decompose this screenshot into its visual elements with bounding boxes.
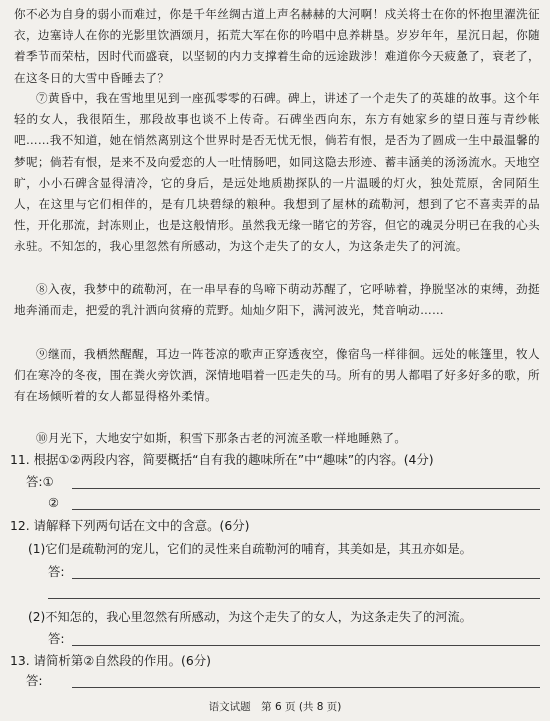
- answer-11-2-row: [26, 492, 540, 512]
- answer-13-row: [26, 670, 540, 690]
- answer-12-2-label: 答:: [48, 631, 65, 646]
- answer-11-2-line[interactable]: [72, 509, 540, 510]
- answer-11-1-row: [26, 471, 540, 491]
- passage-paragraph-7: ⑦黄昏中，我在雪地里见到一座孤零零的石碑。碑上，讲述了一个走失了的英雄的故事。这个年轻的女人，我很陌生，那段故事也谈不上传奇。石碑坐西向东，东方有她家乡的望日莲与青纱帐吧……我不知道，她在悄然离别这个世界时是否无忧无恨，倘若有恨，是否为了圆成一生中最温馨的梦呢；倘若有恨，是来不及向爱恋的人一吐情肠吧，如同这隐去形迹、蓄丰涵美的汤汤流水。天地空旷，小小石碑含显得清冷，它的身后，是远处地质勘探队的一片温暖的灯火，独处荒原，舍同陌生人，在这里与它们相伴的，是有几块碧绿的粮种。我想到了屋林的疏勒河，想到了它不喜卖弄的品性，开化那流，封冻则止，也是这般情形。虽然我无缘一睹它的芳容，但它的魂灵分明已在我的心头永驻。不知怎的，我心里忽然有所感动，为这个走失了的女人，为这条走失了的河流。: [14, 91, 540, 254]
- question-12-2: (2)不知怎的，我心里忽然有所感动，为这个走失了的女人，为这条走失了的河流。: [28, 610, 472, 624]
- passage-paragraph-9: ⑨继而，我栖然醒醒，耳边一阵苍凉的歌声正穿透夜空，像宿鸟一样徘徊。远处的帐篷里，牧人们在寒冷的冬夜，围在粪火旁饮酒，深情地唱着一匹走失的马。所有的男人都唱了好多好多的歌，所有在场倾听着的女人都显得格外柔情。: [14, 347, 540, 404]
- answer-11-2-label: ②: [48, 495, 60, 510]
- passage-paragraph-intro: 你不必为自身的弱小而难过，你是千年丝绸古道上声名赫赫的大河啊！戍关将士在你的怀抱里濯洗征衣，边塞诗人在你的光影里饮酒颂月，拓荒大军在你的吟唱中息养耕垦。岁岁年年，星沉日起，你随着季节而荣枯，因时代而盛衰，以坚韧的内力支撑着生命的远途跋涉！难道你今天疲惫了，衰老了，在这冬日的大雪中昏睡去了？: [14, 7, 540, 85]
- passage-paragraph-10: ⑩月光下，大地安宁如斯，积雪下那条古老的河流圣歌一样地睡熟了。: [36, 431, 407, 445]
- question-12: 12. 请解释下列两句话在文中的含意。(6分): [10, 518, 250, 533]
- answer-12-1-row: [26, 561, 540, 581]
- question-12-1: (1)它们是疏勒河的宠儿，它们的灵性来自疏勒河的哺育，其美如是，其丑亦如是。: [28, 542, 472, 556]
- answer-12-2-line[interactable]: [72, 645, 540, 646]
- answer-13-line[interactable]: [72, 687, 540, 688]
- answer-12-1-line[interactable]: [72, 578, 540, 579]
- answer-11-1-line[interactable]: [72, 488, 540, 489]
- answer-13-label: 答:: [26, 673, 43, 688]
- page-footer: 语文试题 第 6 页 (共 8 页): [208, 701, 342, 713]
- answer-11-1-label: 答:①: [26, 474, 54, 489]
- answer-12-1-label: 答:: [48, 564, 65, 579]
- answer-12-1-line-2[interactable]: [48, 598, 540, 599]
- answer-12-2-row: [26, 628, 540, 648]
- question-13: 13. 请简析第②自然段的作用。(6分): [10, 653, 211, 668]
- question-11: 11. 根据①②两段内容，简要概括“自有我的趣味所在”中“趣味”的内容。(4分): [10, 452, 434, 467]
- passage-paragraph-8: ⑧入夜，我梦中的疏勒河，在一串早春的鸟啼下萌动苏醒了，它呼哧着，挣脱坚冰的束缚，劲挺地奔涌而走，把爱的乳汁洒向贫瘠的荒野。灿灿夕阳下，满河波光，梵音响动……: [14, 282, 540, 318]
